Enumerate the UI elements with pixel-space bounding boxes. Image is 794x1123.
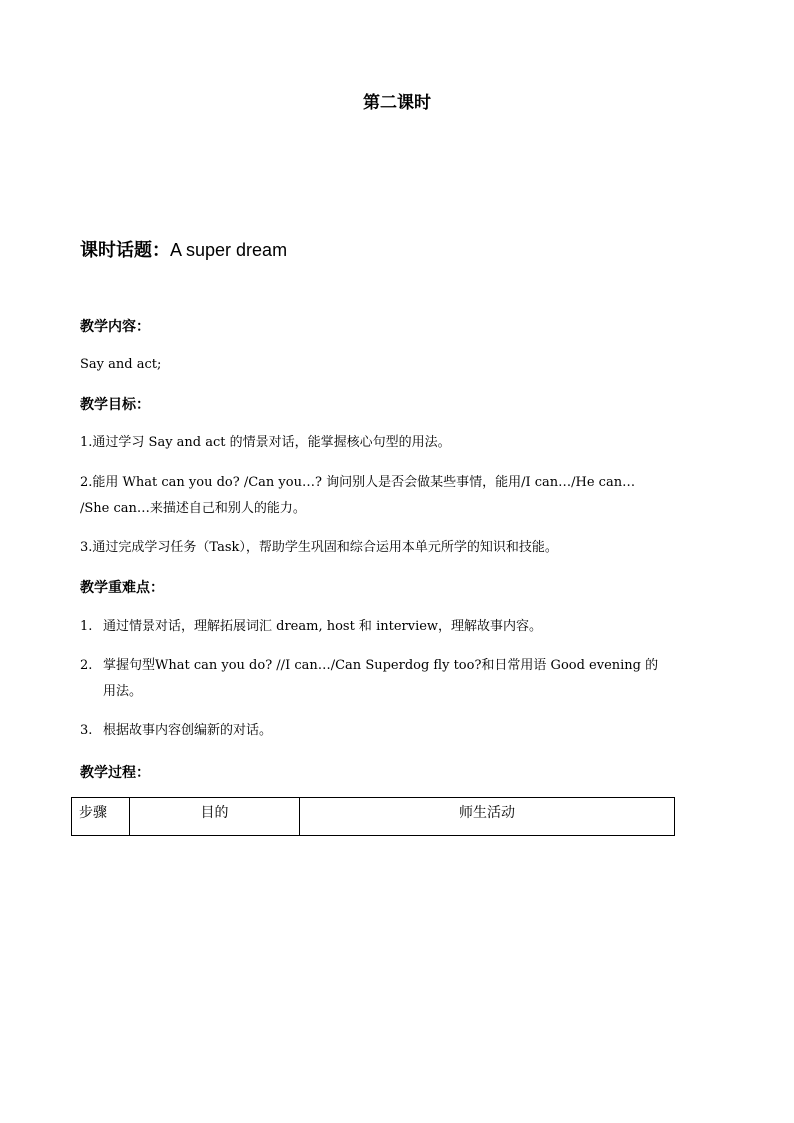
- lesson-topic: [80, 236, 287, 262]
- content-heading: 教学内容：: [80, 319, 150, 335]
- key-point-text: 根据故事内容创编新的对话。: [103, 723, 273, 738]
- key-point-number: 1.: [80, 619, 93, 634]
- topic-label: 课时话题：: [80, 240, 170, 261]
- content-text: Say and act;: [80, 357, 162, 372]
- key-point-number: 2.: [80, 658, 93, 673]
- key-points-heading: 教学重难点：: [80, 580, 164, 596]
- objective-item-1: 1.通过学习 Say and act 的情景对话，能掌握核心句型的用法。: [80, 435, 451, 450]
- key-point-text: 掌握句型What can you do? //I can…/Can Superdog fly too?和日常用语 Good evening 的: [103, 658, 659, 673]
- header-step: 步骤: [72, 798, 130, 836]
- key-point-text: 通过情景对话，理解拓展词汇 dream, host 和 interview，理解故事内容。: [103, 619, 543, 634]
- objective-item-2: 2.能用 What can you do? /Can you…? 询问别人是否会做某些事情，能用/I can…/He can…: [80, 475, 636, 490]
- process-table: [71, 797, 675, 836]
- key-point-number: 3.: [80, 723, 93, 738]
- header-activity: 师生活动: [300, 798, 675, 836]
- objectives-heading: 教学目标：: [80, 397, 150, 413]
- key-point-item-3: [80, 718, 720, 744]
- objective-item-3: 3.通过完成学习任务（Task），帮助学生巩固和综合运用本单元所学的知识和技能。: [80, 540, 558, 555]
- key-point-text-cont: 用法。: [103, 684, 143, 699]
- header-goal: 目的: [130, 798, 300, 836]
- key-point-item-1: [80, 614, 720, 640]
- page-title: 第二课时: [363, 93, 431, 113]
- topic-value: A super dream: [170, 240, 288, 260]
- key-point-item-2: [80, 653, 720, 705]
- table-header-row: [72, 798, 675, 836]
- process-heading: 教学过程：: [80, 765, 150, 781]
- objective-item-2-cont: /She can…来描述自己和别人的能力。: [80, 501, 306, 516]
